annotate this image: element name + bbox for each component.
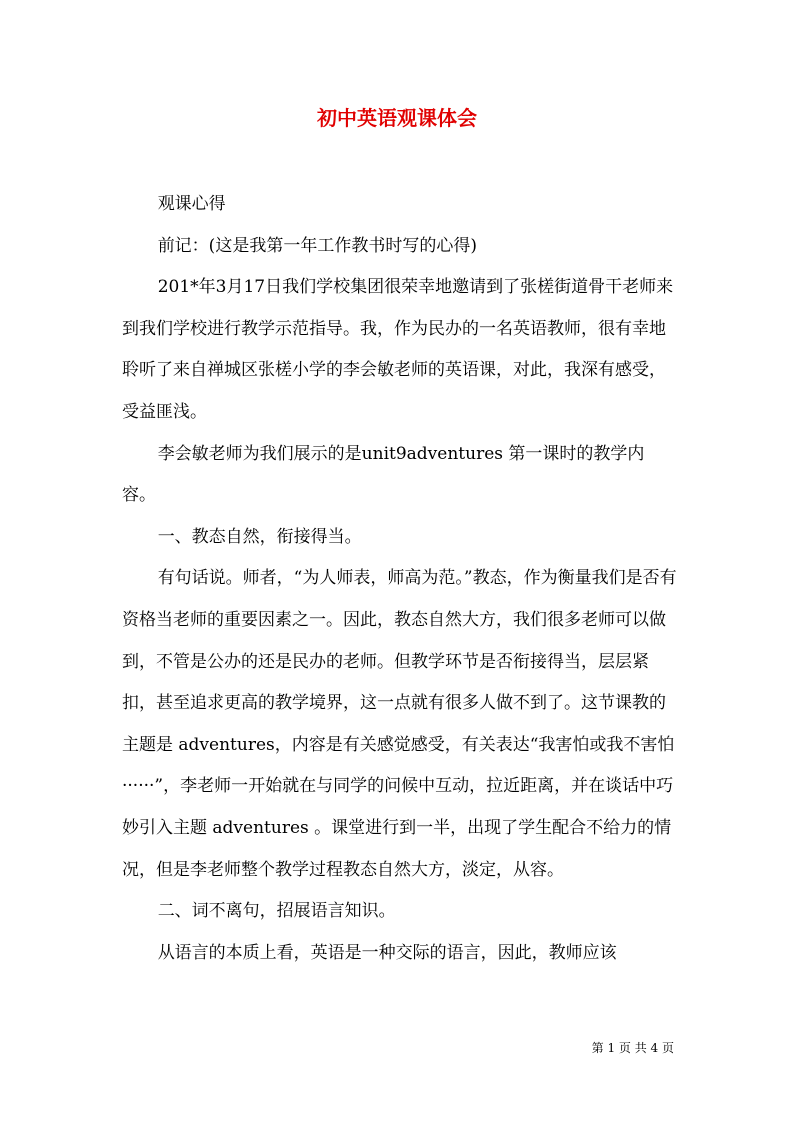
paragraph: 从语言的本质上看，英语是一种交际的语言，因此，教师应该 xyxy=(157,942,617,963)
paragraph: 201*年3月17日我们学校集团很荣幸地邀请到了张槎街道骨干老师来到我们学校进行教学示范指导。我，作为民办的一名英语教师，很有幸地聆听了来自禅城区张槎小学的李会敏老师的英语课，对此，我深有感受，受益匪浅。 xyxy=(122,277,674,422)
section-heading: 一、教态自然，衔接得当。 xyxy=(157,526,362,547)
document-title: 初中英语观课体会 xyxy=(317,106,477,130)
paragraph: 观课心得 xyxy=(157,194,226,214)
paragraph: 李会敏老师为我们展示的是unit9adventures 第一课时的教学内容。 xyxy=(122,443,645,506)
paragraph: 有句话说。师者，“为人师表，师高为范。”教态，作为衡量我们是否有资格当老师的重要因素之一。因此，教态自然大方，我们很多老师可以做到，不管是公办的还是民办的老师。但教学环节是否衔接得当，层层紧扣，甚至追求更高的教学境界，这一点就有很多人做不到了。这节课教的主题是 adventures，内容是有关感觉感受，有关表达“我害怕或我不害怕······”，李老师一开始就在与同学的问候中互动，拉近距离，并在谈话中巧妙引入主题 adventures 。课堂进行到一半，出现了学生配合不给力的情况，但是李老师整个教学过程教态自然大方，淡定，从容。 xyxy=(122,568,677,880)
paragraph: 前记：(这是我第一年工作教书时写的心得) xyxy=(157,235,477,256)
section-heading: 二、词不离句，招展语言知识。 xyxy=(157,901,396,922)
page-number-footer: 第 1 页 共 4 页 xyxy=(591,1041,674,1055)
document-body xyxy=(122,184,678,974)
